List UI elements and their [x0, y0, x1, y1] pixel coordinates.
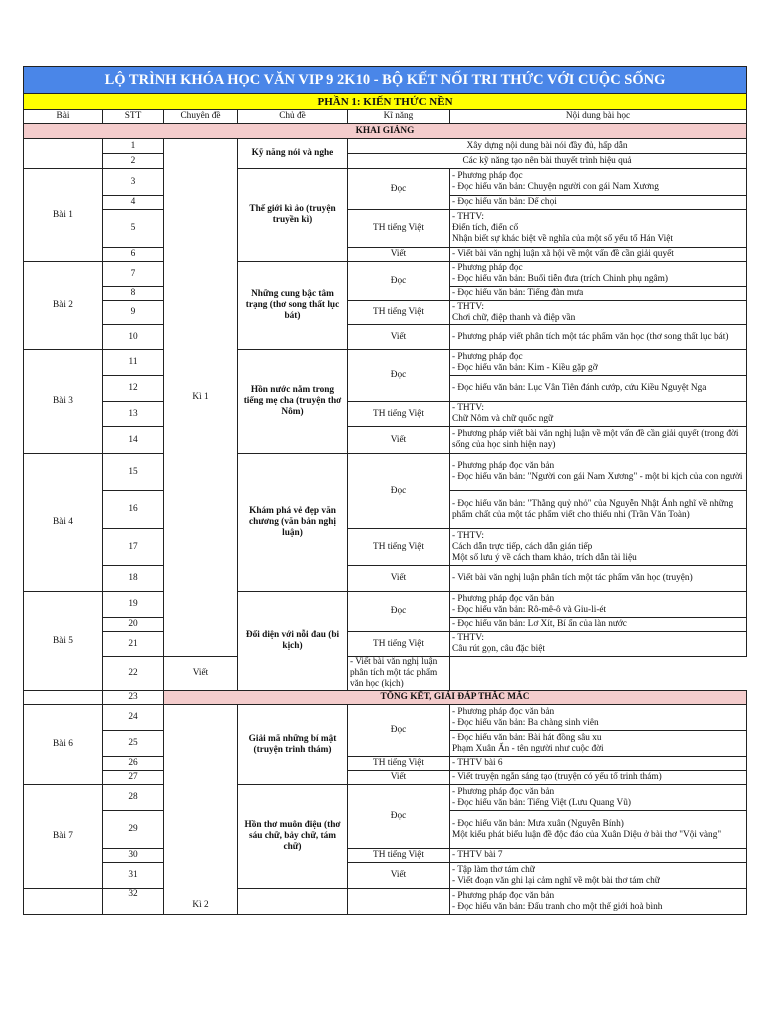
stt-cell: 14 [103, 427, 164, 454]
stt-cell: 2 [103, 154, 164, 169]
ki-nang-doc: Đọc [348, 705, 450, 757]
chu-de-cell: Khám phá vẻ đẹp văn chương (văn bản nghị luận) [238, 454, 348, 592]
stt-cell: 5 [103, 210, 164, 248]
ki-nang-thtv: TH tiếng Việt [348, 849, 450, 863]
content-cell: - Phương pháp đọc văn bản - Đọc hiểu văn bản: Rô-mê-ô và Giu-li-ét [450, 592, 747, 618]
chu-de-cell: Giải mã những bí mật (truyện trinh thám) [238, 705, 348, 785]
content-cell: - Đọc hiểu văn bản: Tiếng đàn mưa [450, 287, 747, 301]
section-tong-ket: TỔNG KẾT, GIẢI ĐÁP THẮC MẮC [164, 691, 747, 705]
stt-cell: 21 [103, 632, 164, 657]
ki-nang-thtv: TH tiếng Việt [348, 757, 450, 771]
content-cell: - Đọc hiểu văn bản: "Thằng quỷ nhỏ" của Nguyễn Nhật Ánh nghĩ về những phẩm chất của một tác phẩm viết cho thiếu nhi (Trần Văn Toàn) [450, 491, 747, 529]
ki-nang-doc: Đọc [348, 592, 450, 632]
content-cell: - THTV: Câu rút gọn, câu đặc biệt [450, 632, 747, 657]
content-cell: - Phương pháp đọc văn bản - Đọc hiểu văn bản: Ba chàng sinh viên [450, 705, 747, 731]
col-header-stt: STT [103, 110, 164, 124]
stt-cell: 15 [103, 454, 164, 491]
ki-nang-doc: Đọc [348, 262, 450, 301]
ki-nang-viet: Viết [348, 771, 450, 785]
ki-nang-thtv: TH tiếng Việt [348, 632, 450, 657]
content-cell: - Phương pháp đọc - Đọc hiểu văn bản: Buổi tiễn đưa (trích Chinh phụ ngâm) [450, 262, 747, 287]
content-cell: - Tập làm thơ tám chữ - Viết đoạn văn ghi lại cảm nghĩ về một bài thơ tám chữ [450, 863, 747, 889]
chu-de-cell: Những cung bậc tâm trạng (thơ song thất lục bát) [238, 262, 348, 350]
stt-cell: 30 [103, 849, 164, 863]
stt-cell: 8 [103, 287, 164, 301]
bai-cell: Bài 4 [24, 454, 103, 592]
ki-nang-viet: Viết [348, 863, 450, 889]
content-cell: - Viết bài văn nghị luận phân tích một tác phẩm văn học (kịch) [348, 657, 450, 691]
stt-cell: 29 [103, 811, 164, 849]
stt-cell: 19 [103, 592, 164, 618]
content-cell: Xây dựng nội dung bài nói đầy đủ, hấp dẫn [348, 139, 747, 154]
ki-nang-viet: Viết [348, 566, 450, 592]
content-cell: - Phương pháp đọc văn bản - Đọc hiểu văn bản: Tiếng Việt (Lưu Quang Vũ) [450, 785, 747, 811]
chu-de-cell: Hồn thơ muôn điệu (thơ sáu chữ, bảy chữ, tám chữ) [238, 785, 348, 889]
stt-cell: 3 [103, 169, 164, 196]
content-cell: - Phương pháp viết bài văn nghị luận về một vấn đề cần giải quyết (trong đời sống của học sinh hiện nay) [450, 427, 747, 454]
ki-nang-viet: Viết [348, 427, 450, 454]
content-cell: - Phương pháp đọc - Đọc hiểu văn bản: Chuyện người con gái Nam Xương [450, 169, 747, 196]
stt-cell: 18 [103, 566, 164, 592]
bai-cell-empty [24, 691, 103, 705]
stt-cell: 28 [103, 785, 164, 811]
stt-cell: 20 [103, 618, 164, 632]
course-roadmap-table [23, 66, 747, 915]
content-cell: - Viết truyện ngắn sáng tạo (truyện có yếu tố trinh thám) [450, 771, 747, 785]
bai-cell-empty [24, 889, 103, 915]
chu-de-cell: Thế giới kì ảo (truyện truyền kì) [238, 169, 348, 262]
col-header-bai: Bài [24, 110, 103, 124]
content-cell: - THTV: Cách dẫn trực tiếp, cách dẫn gián tiếp Một số lưu ý về cách tham khảo, trích dẫn tài liệu [450, 529, 747, 566]
content-cell: - Đọc hiểu văn bản: Bài hát đồng sâu xu Phạm Xuân Ẩn - tên người như cuộc đời [450, 731, 747, 757]
page-title: LỘ TRÌNH KHÓA HỌC VĂN VIP 9 2K10 - BỘ KẾT NỐI TRI THỨC VỚI CUỘC SỐNG [24, 67, 747, 94]
stt-cell: 1 [103, 139, 164, 154]
bai-cell: Bài 6 [24, 705, 103, 785]
content-cell: - Phương pháp đọc văn bản - Đọc hiểu văn bản: Đấu tranh cho một thế giới hoà bình [450, 889, 747, 915]
part-heading: PHẦN 1: KIẾN THỨC NỀN [24, 94, 747, 110]
ki-nang-thtv: TH tiếng Việt [348, 529, 450, 566]
content-cell: - Phương pháp đọc - Đọc hiểu văn bản: Kim - Kiều gặp gỡ [450, 350, 747, 376]
content-cell: - Đọc hiểu văn bản: Dế chọi [450, 196, 747, 210]
ki-nang-doc: Đọc [348, 350, 450, 402]
col-header-noi-dung: Nội dung bài học [450, 110, 747, 124]
chu-de-cell: Hồn nước nằm trong tiếng mẹ cha (truyện thơ Nôm) [238, 350, 348, 454]
col-header-ki-nang: Kĩ năng [348, 110, 450, 124]
content-cell: - THTV: Điển tích, điển cố Nhận biết sự khác biệt về nghĩa của một số yếu tố Hán Việt [450, 210, 747, 248]
content-cell: - Viết bài văn nghị luận xã hội về một vấn đề cần giải quyết [450, 248, 747, 262]
ki-nang-cell-empty [348, 889, 450, 915]
bai-cell: Bài 7 [24, 785, 103, 889]
stt-cell: 10 [103, 325, 164, 350]
ki-nang-doc: Đọc [348, 454, 450, 529]
stt-cell: 32 [103, 889, 164, 915]
stt-cell: 26 [103, 757, 164, 771]
ki-nang-viet: Viết [348, 248, 450, 262]
bai-cell-empty [24, 139, 103, 169]
chuyen-de-ki1: Kì 1 [164, 139, 238, 657]
content-cell: - Phương pháp viết phân tích một tác phẩm văn học (thơ song thất lục bát) [450, 325, 747, 350]
stt-cell: 17 [103, 529, 164, 566]
content-cell: - Đọc hiểu văn bản: Lơ Xít, Bí ẩn của làn nước [450, 618, 747, 632]
col-header-chu-de: Chủ đề [238, 110, 348, 124]
chuyen-de-ki2: Kì 2 [164, 705, 238, 915]
stt-cell: 12 [103, 376, 164, 402]
content-cell: - Phương pháp đọc văn bản - Đọc hiểu văn bản: "Người con gái Nam Xương" - một bi kịch của con người [450, 454, 747, 491]
stt-cell: 16 [103, 491, 164, 529]
chu-de-cell: Đối diện với nỗi đau (bi kịch) [238, 592, 348, 691]
content-cell: - THTV: Chơi chữ, điệp thanh và điệp vần [450, 301, 747, 325]
content-cell: - Đọc hiểu văn bản: Lục Vân Tiên đánh cướp, cứu Kiều Nguyệt Nga [450, 376, 747, 402]
bai-cell: Bài 2 [24, 262, 103, 350]
stt-cell: 25 [103, 731, 164, 757]
stt-cell: 23 [103, 691, 164, 705]
stt-cell: 7 [103, 262, 164, 287]
bai-cell: Bài 5 [24, 592, 103, 691]
stt-cell: 22 [103, 657, 164, 691]
chu-de-noi-nghe: Kỹ năng nói và nghe [238, 139, 348, 169]
ki-nang-thtv: TH tiếng Việt [348, 402, 450, 427]
content-cell: - THTV bài 7 [450, 849, 747, 863]
chu-de-cell-empty [238, 889, 348, 915]
stt-cell: 31 [103, 863, 164, 889]
stt-cell: 13 [103, 402, 164, 427]
section-khai-giang: KHAI GIẢNG [24, 124, 747, 139]
bai-cell: Bài 1 [24, 169, 103, 262]
ki-nang-doc: Đọc [348, 169, 450, 210]
bai-cell: Bài 3 [24, 350, 103, 454]
ki-nang-thtv: TH tiếng Việt [348, 210, 450, 248]
stt-cell: 9 [103, 301, 164, 325]
stt-cell: 4 [103, 196, 164, 210]
ki-nang-thtv: TH tiếng Việt [348, 301, 450, 325]
col-header-chuyen-de: Chuyên đề [164, 110, 238, 124]
stt-cell: 6 [103, 248, 164, 262]
stt-cell: 27 [103, 771, 164, 785]
content-cell: Các kỹ năng tạo nên bài thuyết trình hiệu quả [348, 154, 747, 169]
content-cell: - Viết bài văn nghị luận phân tích một tác phẩm văn học (truyện) [450, 566, 747, 592]
content-cell: - Đọc hiểu văn bản: Mưa xuân (Nguyễn Bính) Một kiểu phát biểu luận đề độc đáo của Xuân Diệu ở bài thơ "Vội vàng" [450, 811, 747, 849]
ki-nang-viet: Viết [348, 325, 450, 350]
ki-nang-viet: Viết [164, 657, 238, 691]
content-cell: - THTV: Chữ Nôm và chữ quốc ngữ [450, 402, 747, 427]
stt-cell: 24 [103, 705, 164, 731]
stt-cell: 11 [103, 350, 164, 376]
ki-nang-doc: Đọc [348, 785, 450, 849]
content-cell: - THTV bài 6 [450, 757, 747, 771]
